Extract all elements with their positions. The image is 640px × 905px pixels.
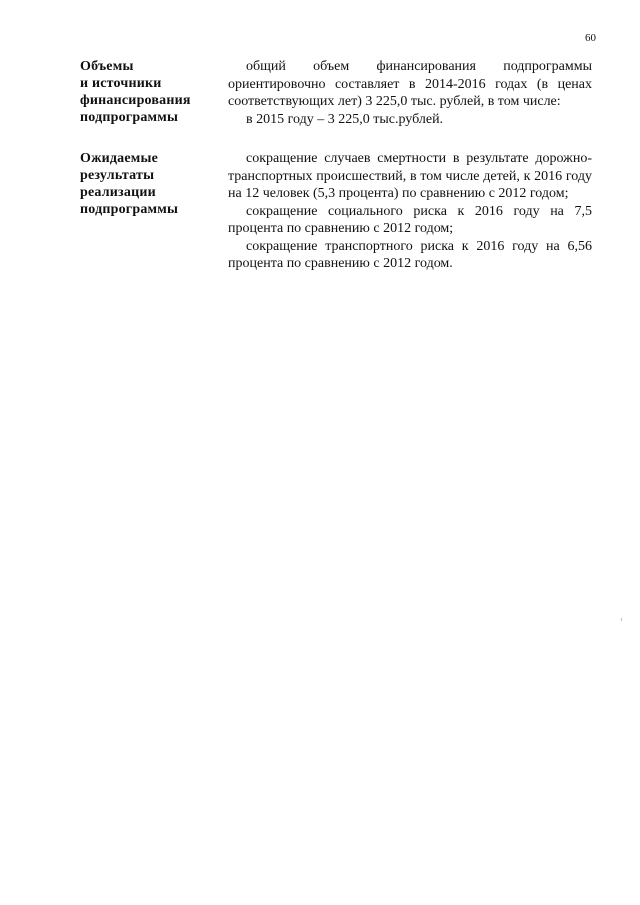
label-line: подпрограммы <box>80 110 179 125</box>
label-line: и источники <box>80 76 162 91</box>
label-line: Объемы <box>80 59 134 74</box>
results-item: сокращение транспортного риска к 2016 году на 6,56 процента по сравнению с 2012 годом. <box>228 238 592 271</box>
label-line: подпрограммы <box>80 202 179 217</box>
financing-year-line: в 2015 году – 3 225,0 тыс.рублей. <box>246 111 444 127</box>
financing-section <box>80 58 592 128</box>
page-number: 60 <box>585 32 596 44</box>
results-content <box>228 150 592 273</box>
label-line: реализации <box>80 185 156 200</box>
financing-text: общий объем финансирования подпрограммы ориентировочно составляет в 2014-2016 годах (в ценах соответствующих лет) 3 225,0 тыс. рублей, в том числе: <box>228 59 592 109</box>
results-item: сокращение социального риска к 2016 году на 7,5 процента по сравнению с 2012 годом; <box>228 203 592 236</box>
scan-speck <box>621 618 622 621</box>
results-label <box>80 150 228 273</box>
financing-content <box>228 58 592 128</box>
results-item: сокращение случаев смертности в результате дорожно-транспортных происшествий, в том числе детей, к 2016 году на 12 человек (5,3 процента) по сравнению с 2012 годом; <box>228 151 592 201</box>
label-line: финансирования <box>80 93 191 108</box>
financing-label <box>80 58 228 128</box>
results-section <box>80 150 592 273</box>
label-line: результаты <box>80 168 155 183</box>
label-line: Ожидаемые <box>80 151 159 166</box>
